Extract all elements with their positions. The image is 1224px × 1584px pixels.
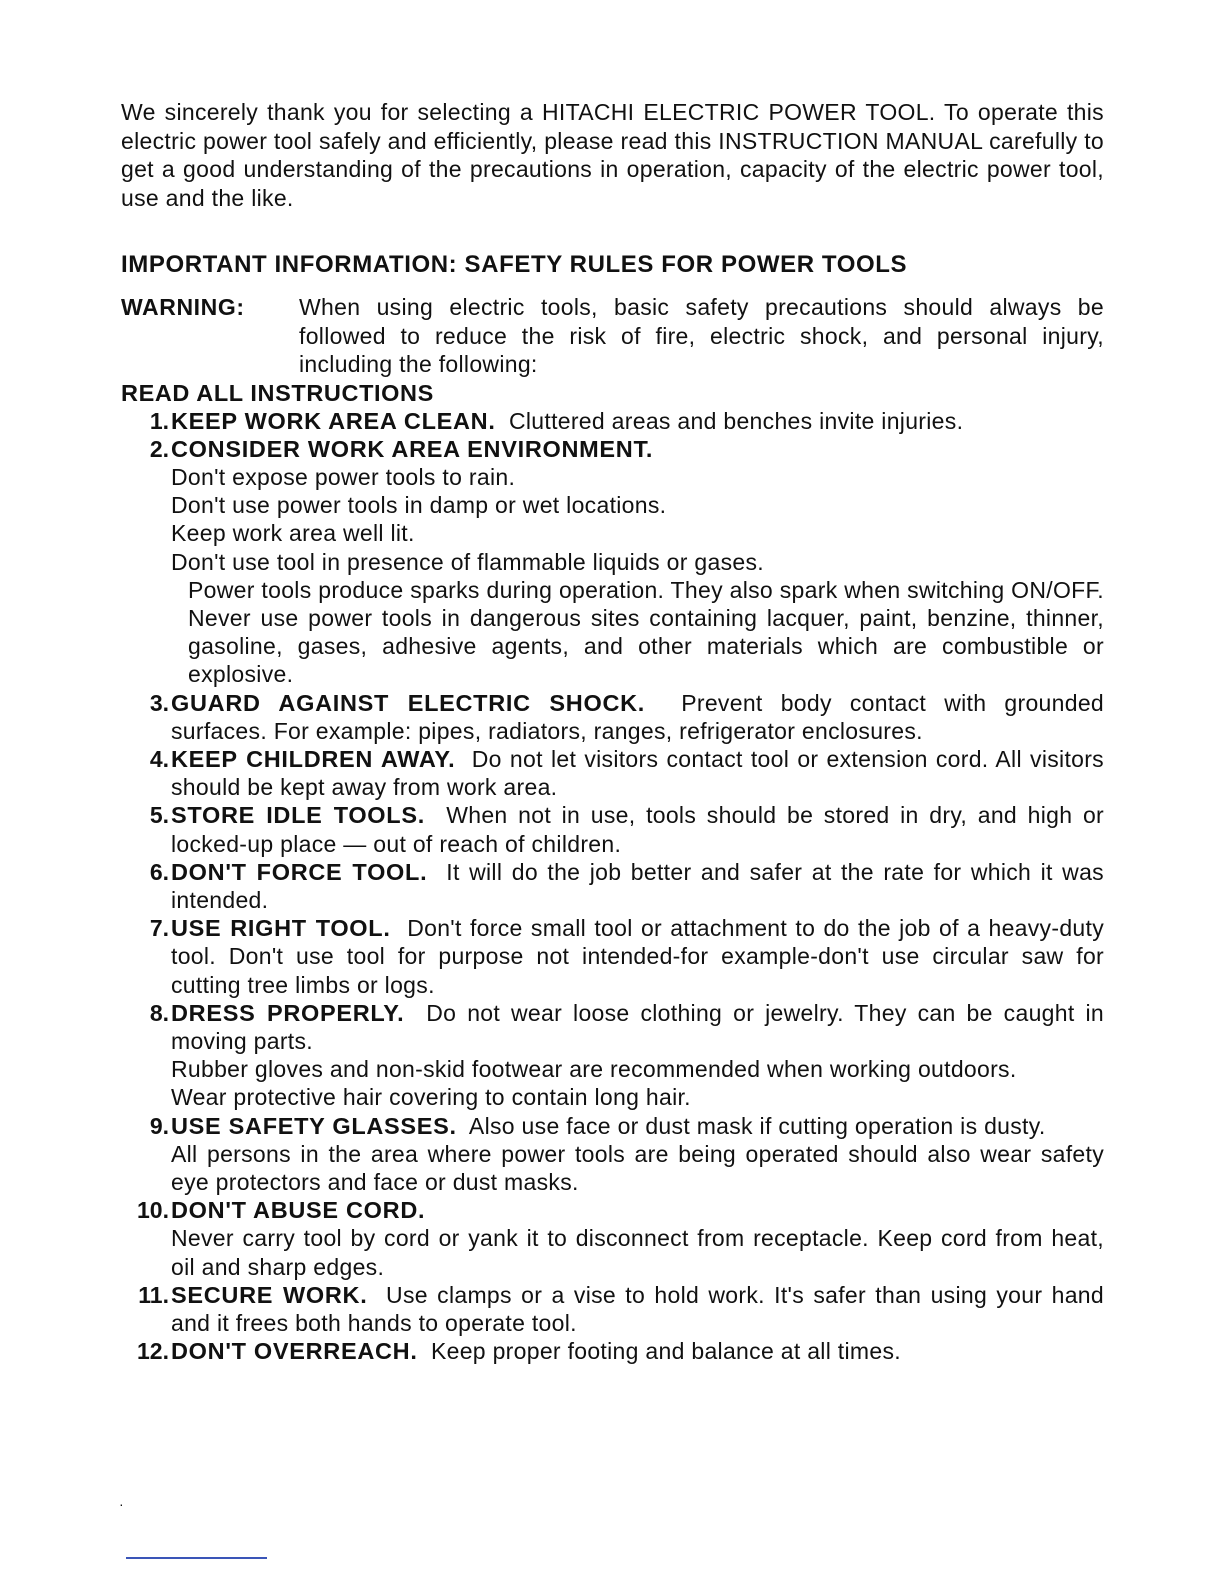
rule-number: 4. [149, 745, 169, 772]
rule-text: Cluttered areas and benches invite injuries. [508, 407, 964, 434]
footer-rule-line [126, 1557, 267, 1559]
rule-title: USE RIGHT TOOL. [171, 915, 391, 942]
rule-12 [121, 1337, 1104, 1365]
rule-line: Keep work area well lit. [171, 520, 415, 547]
rule-title: DRESS PROPERLY. [171, 999, 405, 1026]
rule-6 [121, 858, 1104, 914]
rule-title: DON'T FORCE TOOL. [171, 858, 428, 885]
rule-9 [121, 1112, 1104, 1197]
rule-text: It will do the job better and safer at the rate for which it was intended. [171, 858, 1104, 913]
rule-number: 3. [149, 689, 169, 716]
scan-speck: · [119, 1496, 124, 1512]
rule-number: 9. [149, 1112, 169, 1139]
warning-block [121, 293, 1104, 379]
rule-text: Also use face or dust mask if cutting operation is dusty. [468, 1112, 1046, 1139]
rule-number: 2. [149, 435, 169, 462]
rule-title: USE SAFETY GLASSES. [171, 1112, 457, 1139]
rule-text: Keep proper footing and balance at all times. [430, 1338, 901, 1365]
rule-3 [121, 689, 1104, 745]
rule-title: SECURE WORK. [171, 1281, 368, 1308]
rule-number: 10. [137, 1197, 169, 1224]
rule-title: DON'T OVERREACH. [171, 1338, 418, 1365]
rule-number: 11. [138, 1281, 169, 1308]
read-all-instructions: READ ALL INSTRUCTIONS [121, 379, 434, 406]
rule-number: 7. [149, 915, 169, 942]
rule-5 [121, 801, 1104, 857]
rule-line: Don't expose power tools to rain. [171, 463, 516, 490]
rule-number: 5. [149, 802, 169, 829]
rule-text: When not in use, tools should be stored in dry, and high or locked-up place — out of reach of children. [171, 802, 1105, 857]
rule-4 [121, 745, 1104, 801]
rule-line: Wear protective hair covering to contain long hair. [171, 1084, 691, 1111]
rule-text: Use clamps or a vise to hold work. It's safer than using your hand and it frees both hands to operate tool. [171, 1281, 1104, 1336]
rule-text: Don't force small tool or attachment to do the job of a heavy-duty tool. Don't use tool for purpose not intended-for example-don't use circular saw for cutting tree limbs or logs. [171, 915, 1104, 998]
rule-title: CONSIDER WORK AREA ENVIRONMENT. [171, 435, 654, 462]
rule-text: Do not let visitors contact tool or extension cord. All visitors should be kept away from work area. [171, 745, 1104, 801]
rule-title: STORE IDLE TOOLS. [171, 802, 425, 829]
rule-8 [121, 999, 1104, 1112]
warning-text: When using electric tools, basic safety precautions should always be followed to reduce the risk of fire, electric shock, and personal injury, including the following: [299, 294, 1104, 377]
rule-text: Prevent body contact with grounded surfaces. For example: pipes, radiators, ranges, refrigerator enclosures. [171, 689, 1105, 744]
rule-title: KEEP CHILDREN AWAY. [171, 745, 456, 772]
safety-heading: IMPORTANT INFORMATION: SAFETY RULES FOR POWER TOOLS [121, 251, 908, 278]
rule-1 [121, 407, 1104, 435]
rule-line: Rubber gloves and non-skid footwear are recommended when working outdoors. [171, 1056, 1017, 1083]
rule-10 [121, 1196, 1104, 1281]
rule-line: Don't use power tools in damp or wet locations. [171, 492, 667, 519]
rule-11 [121, 1281, 1104, 1337]
manual-page [121, 98, 1104, 1365]
rule-title: DON'T ABUSE CORD. [171, 1197, 426, 1224]
rule-text: Do not wear loose clothing or jewelry. They can be caught in moving parts. [171, 999, 1104, 1054]
rule-title: GUARD AGAINST ELECTRIC SHOCK. [171, 689, 646, 716]
intro-paragraph: We sincerely thank you for selecting a HITACHI ELECTRIC POWER TOOL. To operate this electric power tool safely and efficiently, please read this INSTRUCTION MANUAL carefully to get a good understanding of the precautions in operation, capacity of the electric power tool, use and the like. [121, 99, 1104, 211]
rule-line: Never carry tool by cord or yank it to disconnect from receptacle. Keep cord from heat, oil and sharp edges. [171, 1225, 1104, 1280]
rule-title: KEEP WORK AREA CLEAN. [171, 407, 496, 434]
rule-indented-note: Power tools produce sparks during operation. They also spark when switching ON/OFF. Never use power tools in dangerous sites containing lacquer, paint, benzine, thinner, gasoline, gases, adhesive agents, and other materials which are combustible or explosive. [188, 576, 1104, 688]
rule-number: 12. [137, 1338, 169, 1365]
rule-line: All persons in the area where power tools are being operated should also wear safety eye protectors and face or dust masks. [171, 1140, 1104, 1195]
rule-number: 6. [149, 858, 169, 885]
rule-number: 1. [149, 407, 169, 434]
rule-2 [121, 435, 1104, 689]
warning-label: WARNING: [121, 294, 245, 320]
rule-7 [121, 914, 1104, 999]
rule-line: Don't use tool in presence of flammable liquids or gases. [171, 548, 764, 575]
rule-number: 8. [149, 999, 169, 1026]
